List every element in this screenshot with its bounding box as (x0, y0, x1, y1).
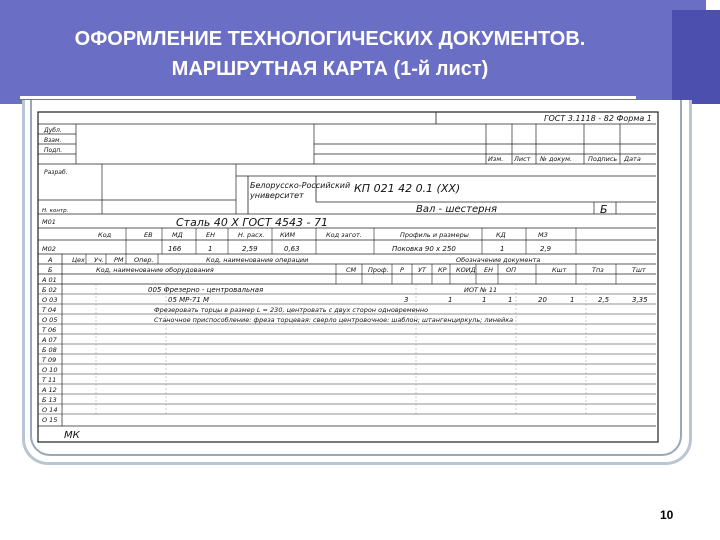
material-name: Сталь 40 Х ГОСТ 4543 - 71 (176, 216, 329, 229)
op-text-1: Фрезеровать торцы в размер L = 230, центровать с двух сторон одновременно (154, 306, 429, 314)
row-label-07: А 07 (42, 336, 57, 344)
hdr-oper: Опер. (134, 256, 154, 264)
slide-title-line-2: МАРШРУТНАЯ КАРТА (1-й лист) (171, 58, 489, 80)
mat-h-nrash: Н. расх. (238, 231, 265, 239)
mat-h-mz: МЗ (538, 231, 548, 239)
op-v-tsht: 3,35 (632, 296, 648, 304)
sig-col-sign: Подпись (588, 155, 618, 163)
form-footer-mk: МК (64, 430, 80, 441)
hdr-uch: Уч. (94, 256, 104, 264)
op-column-dividers (62, 254, 616, 426)
hdr-doc: Обозначение документа (456, 256, 541, 264)
hdr-koid: КОИД (456, 266, 476, 274)
org-name-1: Белорусско-Российский (250, 181, 351, 190)
row-label-m01: М01 (42, 218, 56, 226)
side-label-podl: Подп. (44, 147, 63, 154)
side-label-dubl: Дубл. (44, 127, 62, 134)
row-label-m02: М02 (42, 245, 56, 253)
row-label-13: Б 13 (42, 396, 57, 404)
op-v-r: 1 (448, 296, 453, 304)
mat-h-kd: КД (496, 231, 506, 239)
hdr-b: Б (48, 266, 53, 274)
title-underline (20, 96, 636, 99)
hdr-kst: Кшт (552, 266, 567, 274)
row-labels (41, 276, 58, 424)
mat-v-en: 1 (208, 245, 213, 253)
row-label-a01: А 01 (42, 276, 57, 284)
row-label-b02: Б 02 (42, 286, 57, 294)
row-label-06: Т 06 (42, 326, 57, 334)
hdr-ut: УТ (418, 266, 426, 274)
op-v-en: 1 (508, 296, 513, 304)
mat-h-en: ЕН (206, 231, 215, 239)
row-label-09: Т 09 (42, 356, 57, 364)
hdr-prof: Проф. (368, 266, 389, 274)
op-v-sm: 3 (404, 296, 409, 304)
mat-v-kd: 1 (500, 245, 505, 253)
n-kontr-label: Н. контр. (42, 208, 69, 214)
op-v-ut: 1 (482, 296, 487, 304)
hdr-en: ЕН (484, 266, 493, 274)
op-row-a: 005 Фрезерно - центровальная (148, 286, 264, 294)
material-headers (98, 231, 548, 239)
row-label-12: А 12 (42, 386, 57, 394)
org-name-2: университет (250, 191, 304, 200)
hdr-op-name: Код, наименование операции (206, 256, 309, 264)
mat-v-mz: 2,9 (540, 245, 552, 253)
op-headers-b (48, 266, 646, 274)
row-label-t04: Т 04 (42, 306, 57, 314)
op-values (404, 296, 648, 304)
material-values (168, 245, 552, 253)
hdr-rm: РМ (114, 256, 124, 264)
row-label-15: О 15 (42, 416, 58, 424)
hdr-a: А (48, 256, 53, 264)
row-label-05: О 05 (42, 316, 58, 324)
hdr-tsht: Тшт (632, 266, 646, 274)
row-label-14: О 14 (42, 406, 58, 414)
row-label-10: О 10 (42, 366, 58, 374)
op-text-2: Станочное приспособление: фреза торцевая: сверло центровочное: шаблон; штангенциркуль; линейка (154, 316, 514, 324)
mat-h-kim: КИМ (280, 231, 296, 239)
hdr-r: Р (400, 266, 404, 274)
mat-v-nrash: 2,59 (242, 245, 258, 253)
row-label-o03: О 03 (42, 296, 58, 304)
hdr-sm: СМ (346, 266, 357, 274)
part-name: Вал - шестерня (416, 204, 498, 215)
mat-h-kodzag: Код загот. (326, 231, 362, 239)
hdr-op: ОП (506, 266, 517, 274)
op-row-b: 05 МР-71 М (168, 296, 210, 304)
hdr-ceh: Цех (72, 256, 85, 264)
sig-col-list: Лист (514, 155, 531, 163)
title-band-accent (672, 10, 720, 104)
op-v-op: 1 (570, 296, 575, 304)
slide-number: 10 (660, 508, 674, 522)
hdr-kr: КР (438, 266, 447, 274)
razrab-label: Разраб. (44, 169, 68, 176)
side-label-vzam: Взам. (44, 137, 62, 144)
op-v-tpz: 2,5 (598, 296, 610, 304)
route-card-form (36, 104, 664, 444)
slide-title (0, 24, 660, 84)
gost-header: ГОСТ 3.1118 - 82 Форма 1 (544, 114, 652, 123)
hdr-tpz: Тпз (592, 266, 604, 274)
mat-h-profile: Профиль и размеры (400, 231, 469, 239)
hdr-equip: Код, наименование оборудования (96, 266, 214, 274)
row-label-08: Б 08 (42, 346, 57, 354)
mat-h-md: МД (172, 231, 183, 239)
mat-h-ev: ЕВ (144, 231, 153, 239)
op-doc: ИОТ № 11 (464, 286, 498, 294)
op-headers-a (47, 256, 540, 264)
sig-col-date: Дата (624, 155, 641, 163)
marker-b: Б (600, 203, 608, 216)
sig-col-docnum: № докум. (540, 155, 573, 163)
mat-v-kim: 0,63 (284, 245, 300, 253)
mat-v-profile: Поковка 90 х 250 (392, 245, 456, 253)
mat-h-kod: Код (98, 231, 112, 239)
slide-title-line-1: ОФОРМЛЕНИЕ ТЕХНОЛОГИЧЕСКИХ ДОКУМЕНТОВ. (74, 28, 586, 50)
row-label-11: Т 11 (42, 376, 57, 384)
doc-code: КП 021 42 0.1 (ХХ) (354, 182, 461, 195)
op-v-kst: 20 (538, 296, 547, 304)
sig-col-izm: Изм. (488, 155, 504, 163)
mat-v-kod: 166 (168, 245, 182, 253)
